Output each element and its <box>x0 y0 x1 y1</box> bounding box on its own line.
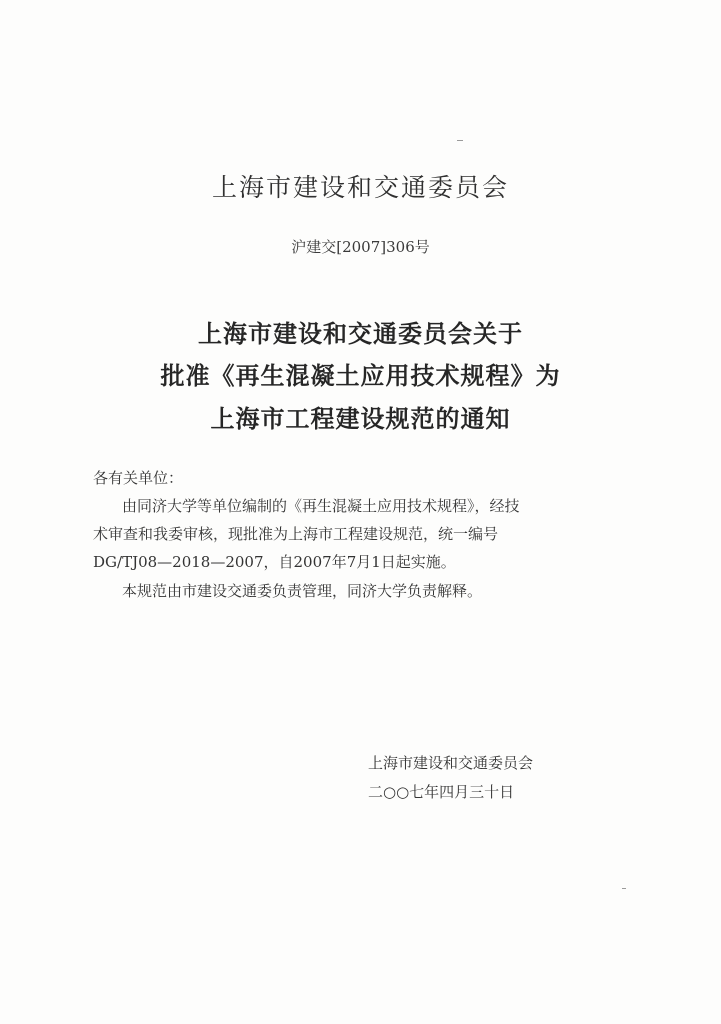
signature-date: 二○○七年四月三十日 <box>368 783 515 801</box>
scan-speck <box>622 888 626 889</box>
notice-title-line-1: 上海市建设和交通委员会关于 <box>198 320 523 348</box>
scan-speck <box>457 140 463 141</box>
paragraph-line-2: 术审查和我委审核，现批准为上海市工程建设规范，统一编号 <box>93 525 499 543</box>
paragraph-line-3: DG/TJ08—2018—2007，自2007年7月1日起实施。 <box>93 553 456 571</box>
notice-title-line-3: 上海市工程建设规范的通知 <box>210 405 511 433</box>
issuer-heading: 上海市建设和交通委员会 <box>211 173 509 202</box>
notice-title-line-2: 批准《再生混凝土应用技术规程》为 <box>160 362 561 390</box>
paragraph-line-1: 由同济大学等单位编制的《再生混凝土应用技术规程》，经技 <box>122 497 520 515</box>
document-number: 沪建交[2007]306号 <box>291 238 430 256</box>
salutation: 各有关单位： <box>93 469 184 487</box>
signature-organization: 上海市建设和交通委员会 <box>368 754 534 772</box>
paragraph-line-4: 本规范由市建设交通委负责管理，同济大学负责解释。 <box>122 582 483 600</box>
